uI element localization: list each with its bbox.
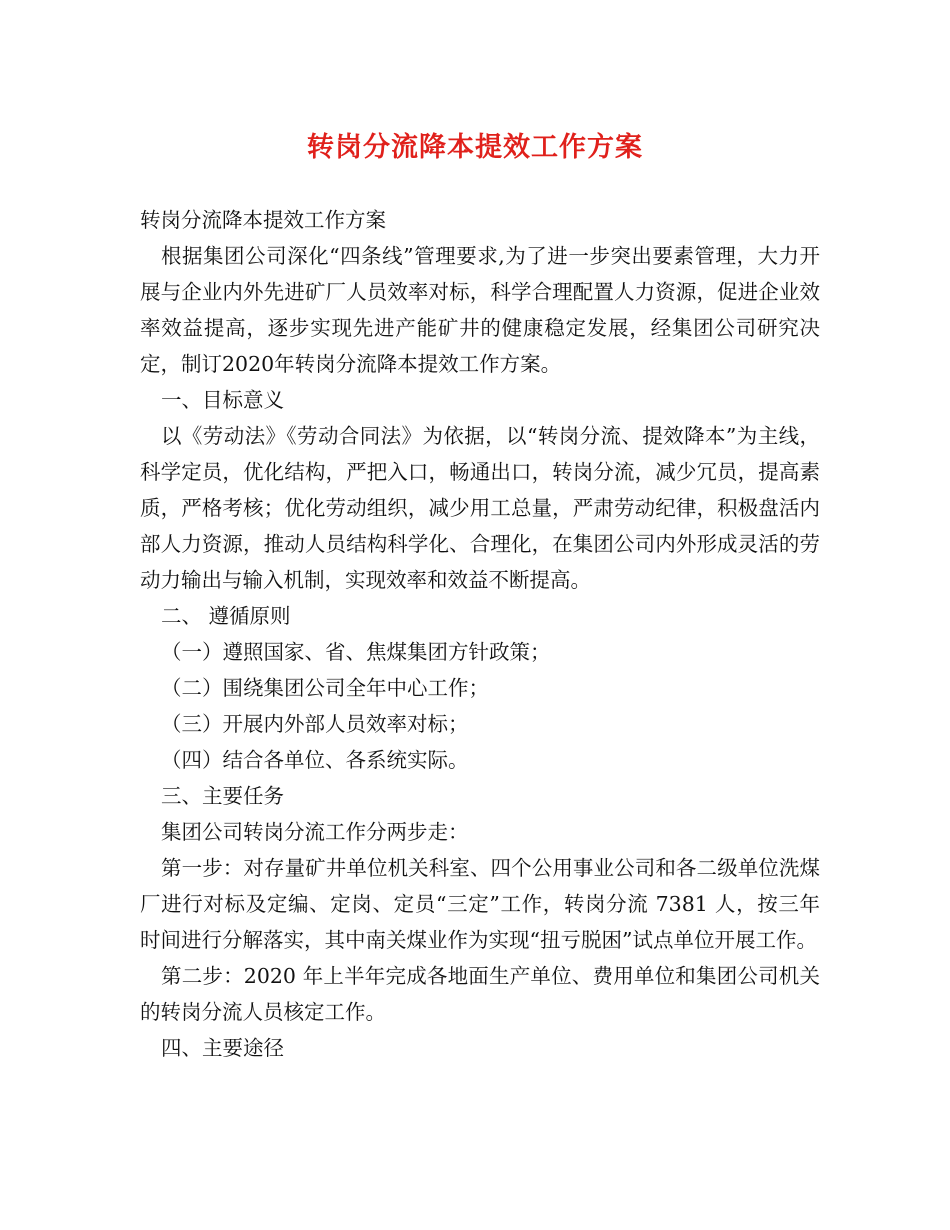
paragraph: 第一步：对存量矿井单位机关科室、四个公用事业公司和各二级单位洗煤厂进行对标及定编、定岗、定员“三定”工作，转岗分流 7381 人，按三年时间进行分解落实，其中南关煤业作为实现“扭亏脱困”试点单位开展工作。 [140,856,820,952]
paragraph: （四）结合各单位、各系统实际。 [161,748,469,772]
paragraph: 二、 遵循原则 [161,604,291,628]
paragraph: 四、主要途径 [161,1036,284,1060]
paragraph: 转岗分流降本提效工作方案 [140,208,386,232]
paragraph: 第二步：2020 年上半年完成各地面生产单位、费用单位和集团公司机关的转岗分流人员核定工作。 [140,964,820,1024]
document-body [140,202,820,1066]
paragraph: 以《劳动法》《劳动合同法》为依据，以“转岗分流、提效降本”为主线，科学定员，优化结构，严把入口，畅通出口，转岗分流，减少冗员，提高素质，严格考核；优化劳动组织，减少用工总量，严肃劳动纪律，积极盘活内部人力资源，推动人员结构科学化、合理化，在集团公司内外形成灵活的劳动力输出与输入机制，实现效率和效益不断提高。 [140,424,820,592]
document-title: 转岗分流降本提效工作方案 [307,132,643,163]
paragraph: （二）围绕集团公司全年中心工作； [161,676,489,700]
paragraph: 一、目标意义 [161,388,284,412]
paragraph: 集团公司转岗分流工作分两步走： [161,820,469,844]
paragraph: （三）开展内外部人员效率对标； [161,712,469,736]
paragraph: 根据集团公司深化“四条线”管理要求,为了进一步突出要素管理，大力开展与企业内外先进矿厂人员效率对标，科学合理配置人力资源，促进企业效率效益提高，逐步实现先进产能矿井的健康稳定发展，经集团公司研究决定，制订2020年转岗分流降本提效工作方案。 [140,244,820,376]
paragraph: 三、主要任务 [161,784,284,808]
paragraph: （一）遵照国家、省、焦煤集团方针政策； [161,640,551,664]
